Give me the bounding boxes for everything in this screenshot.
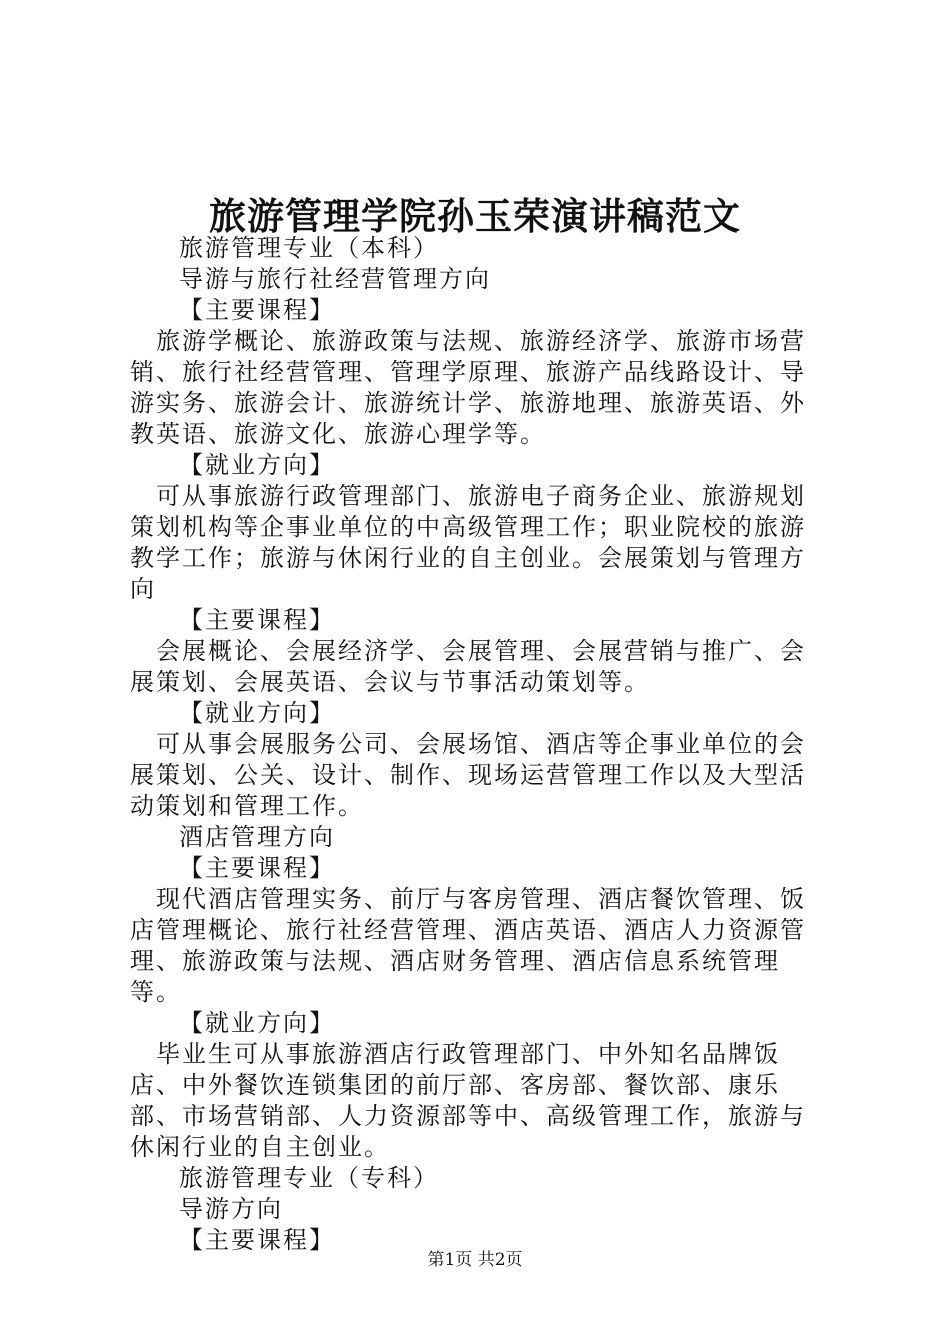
paragraph: 会展概论、会展经济学、会展管理、会展营销与推广、会展策划、会展英语、会议与节事活动策划等。: [130, 637, 806, 696]
paragraph: 可从事旅游行政管理部门、旅游电子商务企业、旅游规划策划机构等企事业单位的中高级管理工作；职业院校的旅游教学工作；旅游与休闲行业的自主创业。会展策划与管理方向: [130, 482, 806, 603]
paragraph: 旅游管理专业（专科）: [179, 1164, 439, 1192]
paragraph: 【主要课程】: [179, 296, 335, 324]
paragraph: 毕业生可从事旅游酒店行政管理部门、中外知名品牌饭店、中外餐饮连锁集团的前厅部、客房部、餐饮部、康乐部、市场营销部、人力资源部等中、高级管理工作，旅游与休闲行业的自主创业。: [130, 1040, 806, 1161]
page-footer: 第1页 共2页: [427, 1250, 523, 1270]
document-body: [130, 233, 830, 1256]
paragraph: 【主要课程】: [179, 854, 335, 882]
paragraph: 旅游管理专业（本科）: [179, 234, 439, 262]
paragraph: 导游与旅行社经营管理方向: [179, 265, 491, 293]
paragraph: 酒店管理方向: [179, 823, 335, 851]
paragraph: 可从事会展服务公司、会展场馆、酒店等企事业单位的会展策划、公关、设计、制作、现场运营管理工作以及大型活动策划和管理工作。: [130, 730, 806, 820]
paragraph: 现代酒店管理实务、前厅与客房管理、酒店餐饮管理、饭店管理概论、旅行社经营管理、酒店英语、酒店人力资源管理、旅游政策与法规、酒店财务管理、酒店信息系统管理等。: [130, 885, 806, 1006]
paragraph: 【主要课程】: [179, 606, 335, 634]
paragraph: 【主要课程】: [179, 1226, 335, 1254]
paragraph: 【就业方向】: [179, 699, 335, 727]
paragraph: 【就业方向】: [179, 451, 335, 479]
paragraph: 旅游学概论、旅游政策与法规、旅游经济学、旅游市场营销、旅行社经营管理、管理学原理、旅游产品线路设计、导游实务、旅游会计、旅游统计学、旅游地理、旅游英语、外教英语、旅游文化、旅游心理学等。: [130, 327, 806, 448]
paragraph: 导游方向: [179, 1195, 283, 1223]
paragraph: 【就业方向】: [179, 1009, 335, 1037]
document-title: 旅游管理学院孙玉荣演讲稿范文: [209, 194, 741, 238]
